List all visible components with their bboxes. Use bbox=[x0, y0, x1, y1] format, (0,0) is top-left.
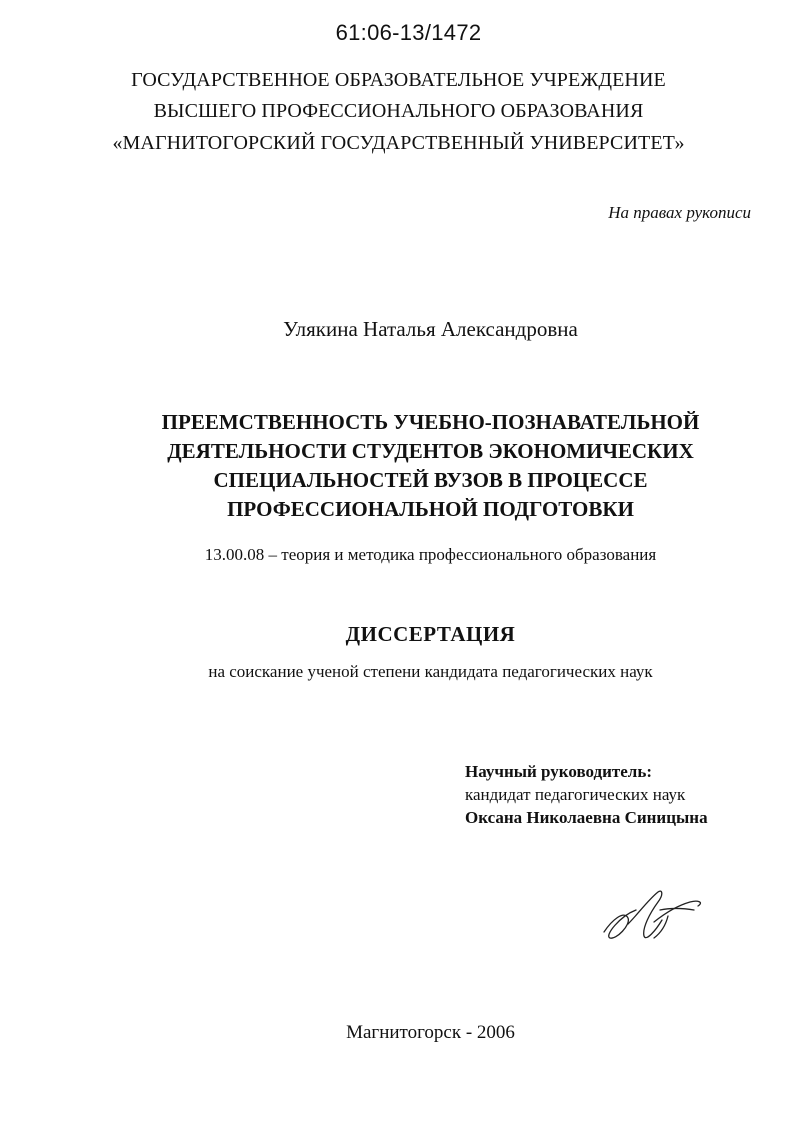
dissertation-title bbox=[32, 408, 797, 524]
specialty-code: 13.00.08 – теория и методика профессионального образования bbox=[204, 545, 657, 564]
catalog-number: 61:06-13/1472 bbox=[335, 20, 482, 45]
city-year: Магнитогорск - 2006 bbox=[346, 1022, 515, 1043]
institution-line-1: ГОСУДАРСТВЕННОЕ ОБРАЗОВАТЕЛЬНОЕ УЧРЕЖДЕНИЕ bbox=[131, 69, 666, 91]
supervisor-label: Научный руководитель: bbox=[465, 762, 652, 781]
title-line-3: СПЕЦИАЛЬНОСТЕЙ ВУЗОВ В ПРОЦЕССЕ bbox=[213, 468, 648, 492]
rights-note: На правах рукописи bbox=[608, 203, 751, 222]
institution-line-3: «МАГНИТОГОРСКИЙ ГОСУДАРСТВЕННЫЙ УНИВЕРСИТЕТ» bbox=[112, 132, 685, 154]
supervisor-name: Оксана Николаевна Синицына bbox=[465, 808, 708, 827]
institution-line-2: ВЫСШЕГО ПРОФЕССИОНАЛЬНОГО ОБРАЗОВАНИЯ bbox=[153, 100, 644, 122]
work-type-heading: ДИССЕРТАЦИЯ bbox=[345, 622, 516, 646]
supervisor-rank: кандидат педагогических наук bbox=[465, 785, 686, 804]
signature-image bbox=[598, 880, 708, 945]
supervisor-block bbox=[465, 760, 708, 829]
title-line-4: ПРОФЕССИОНАЛЬНОЙ ПОДГОТОВКИ bbox=[227, 497, 634, 521]
title-line-2: ДЕЯТЕЛЬНОСТИ СТУДЕНТОВ ЭКОНОМИЧЕСКИХ bbox=[167, 439, 694, 463]
author-name: Улякина Наталья Александровна bbox=[283, 317, 578, 341]
degree-line: на соискание ученой степени кандидата педагогических наук bbox=[208, 662, 653, 681]
title-line-1: ПРЕЕМСТВЕННОСТЬ УЧЕБНО-ПОЗНАВАТЕЛЬНОЙ bbox=[161, 410, 700, 434]
